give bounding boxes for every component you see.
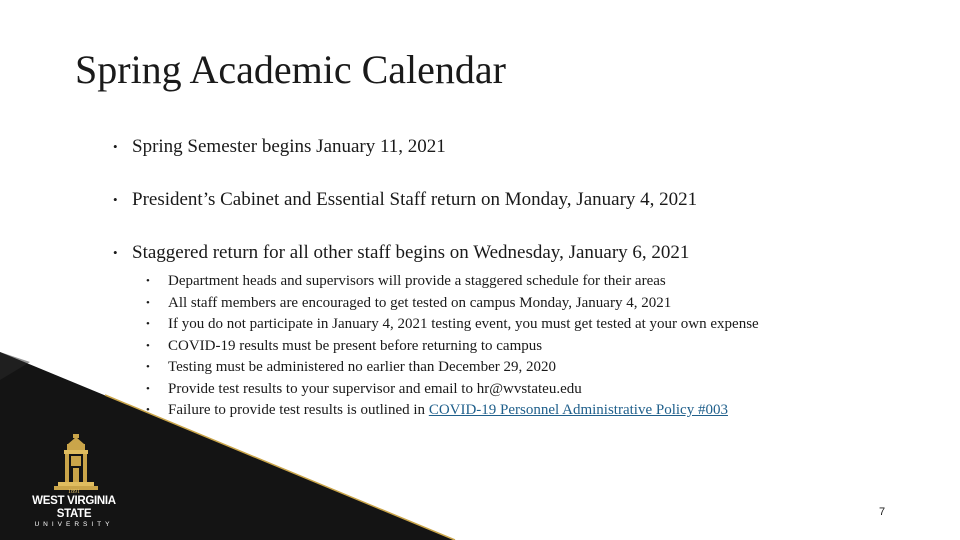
university-logo <box>22 432 126 532</box>
logo-year: 1891 <box>68 489 80 495</box>
bullet-glyph: • <box>146 361 150 373</box>
sub-bullet-text: Department heads and supervisors will provide a staggered schedule for their areas <box>168 273 666 289</box>
bullet-glyph: • <box>146 339 150 352</box>
sub-bullet <box>146 400 759 422</box>
bullet-glyph: • <box>146 404 150 416</box>
sub-bullet-text: Testing must be administered no earlier than December 29, 2020 <box>168 359 557 375</box>
policy-link[interactable]: COVID-19 Personnel Administrative Policy #003 <box>428 402 728 418</box>
logo-line-1: WEST VIRGINIA <box>32 495 116 507</box>
sub-bullet-text: All staff members are encouraged to get tested on campus Monday, January 4, 2021 <box>168 294 672 311</box>
logo-line-2: STATE <box>56 508 92 520</box>
slide-title: Spring Academic Calendar <box>75 47 506 92</box>
bullet-glyph: • <box>113 192 118 207</box>
logo-line-3: UNIVERSITY <box>34 521 114 528</box>
sub-bullet-list <box>146 271 759 422</box>
main-bullet-list <box>113 130 913 265</box>
bullet-text: Spring Semester begins January 11, 2021 <box>132 136 446 157</box>
page-number: 7 <box>878 506 886 518</box>
bullet-semester-begins <box>113 135 913 159</box>
bullet-glyph: • <box>146 318 150 330</box>
bullet-text: Staggered return for all other staff begins on Wednesday, January 6, 2021 <box>132 242 690 263</box>
bullet-text: President’s Cabinet and Essential Staff return on Monday, January 4, 2021 <box>132 189 698 210</box>
bullet-staggered-return <box>113 241 913 265</box>
sub-bullet <box>146 293 759 315</box>
sub-bullet-text: Provide test results to your supervisor and email to hr@wvstateu.edu <box>168 380 582 397</box>
bullet-glyph: • <box>146 275 150 287</box>
sub-bullet-text: Failure to provide test results is outlined in <box>168 402 429 418</box>
tower-icon <box>54 432 98 492</box>
sub-bullet <box>146 314 759 336</box>
sub-bullet <box>146 357 759 379</box>
bullet-glyph: • <box>113 245 118 260</box>
bullet-cabinet-return <box>113 188 913 212</box>
sub-bullet <box>146 336 759 358</box>
sub-bullet-text: If you do not participate in January 4, 2021 testing event, you must get tested at your own expense <box>168 316 759 332</box>
sub-bullet-text: COVID-19 results must be present before returning to campus <box>168 337 543 354</box>
bullet-glyph: • <box>146 296 150 309</box>
sub-bullet <box>146 379 759 401</box>
bullet-glyph: • <box>113 139 118 154</box>
bullet-glyph: • <box>146 382 150 395</box>
logo-wordmark <box>22 495 126 521</box>
sub-bullet <box>146 271 759 293</box>
